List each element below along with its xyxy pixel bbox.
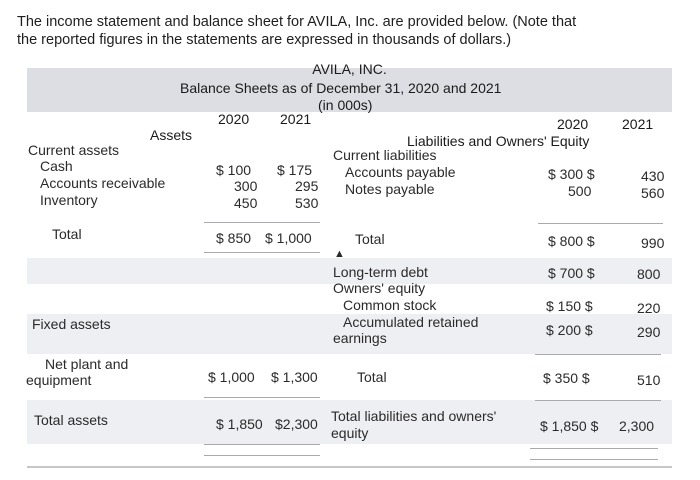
subtotal-rule (204, 222, 320, 223)
ar-2020: 300 (234, 178, 258, 194)
cash-label: Cash (40, 158, 73, 174)
inventory-2021: 530 (295, 195, 319, 211)
current-total-2020: $ 850 (216, 230, 252, 246)
ar-2021: 295 (295, 178, 319, 194)
retained-earnings-label-1: Accumulated retained (343, 314, 479, 330)
net-plant-2021: $ 1,300 (271, 369, 318, 385)
cursor-icon: ▲ (334, 248, 345, 260)
tloe-label-1: Total liabilities and owners' (331, 408, 497, 424)
current-liab-total-label: Total (355, 231, 385, 247)
intro-text (17, 13, 657, 49)
retained-earnings-2020: $ 200 $ (546, 322, 593, 338)
table-bottom-border (27, 466, 672, 468)
subtotal-rule (535, 400, 661, 401)
np-label: Notes payable (345, 181, 435, 197)
ltd-2021: 800 (637, 266, 661, 282)
net-plant-2020: $ 1,000 (208, 369, 255, 385)
common-stock-label: Common stock (343, 297, 437, 313)
ltd-2020: $ 700 $ (548, 265, 595, 281)
current-assets-label: Current assets (28, 142, 120, 158)
subtotal-rule (538, 223, 663, 224)
ap-label: Accounts payable (345, 164, 456, 180)
ltd-label: Long-term debt (333, 264, 428, 280)
double-rule-top (530, 448, 658, 449)
intro-line-1: The income statement and balance sheet for AVILA, Inc. are provided below. (Note that (17, 14, 577, 30)
subtotal-rule (535, 354, 661, 355)
np-2021: 560 (641, 185, 665, 201)
ap-2021: 430 (641, 168, 665, 184)
tloe-2020: $ 1,850 $ (540, 418, 599, 434)
total-rule (204, 252, 320, 253)
double-rule-bottom (204, 455, 320, 456)
inventory-label: Inventory (40, 192, 98, 208)
retained-earnings-label-2: earnings (333, 330, 387, 346)
owners-equity-label: Owners' equity (333, 280, 426, 296)
double-rule-top (204, 444, 320, 445)
current-liab-total-2020: $ 800 $ (548, 233, 595, 249)
intro-line-2: the reported figures in the statements are expressed in thousands of dollars.) (17, 32, 512, 48)
equity-total-2020: $ 350 $ (543, 370, 590, 386)
double-rule-bottom (530, 459, 658, 460)
current-liab-label: Current liabilities (333, 147, 437, 163)
cash-2021: $ 175 (277, 162, 313, 178)
statement-subtitle: Balance Sheets as of December 31, 2020 and 2021 (180, 80, 502, 96)
inventory-2020: 450 (234, 195, 258, 211)
common-stock-2021: 220 (637, 300, 661, 316)
equity-total-2021: 510 (637, 372, 661, 388)
net-plant-label-2: equipment (26, 372, 92, 388)
cash-2020: $ 100 (216, 162, 252, 178)
tloe-2021: 2,300 (619, 418, 655, 434)
total-assets-2021: $2,300 (275, 416, 318, 432)
assets-heading: Assets (150, 127, 193, 143)
tloe-label-2: equity (331, 425, 369, 441)
assets-year-2021: 2021 (280, 111, 312, 127)
subtotal-rule (204, 397, 320, 398)
ap-2020: $ 300 $ (548, 166, 595, 182)
fixed-assets-label: Fixed assets (32, 316, 111, 332)
equity-total-label: Total (357, 369, 387, 385)
current-liab-total-2021: 990 (641, 235, 665, 251)
liab-heading: Liabilities and Owners' Equity (407, 133, 590, 149)
units-note: (in 000s) (318, 97, 373, 113)
net-plant-label-1: Net plant and (45, 356, 129, 372)
liab-year-2020: 2020 (557, 116, 589, 132)
retained-earnings-2021: 290 (637, 324, 661, 340)
current-total-2021: $ 1,000 (265, 230, 312, 246)
liab-year-2021: 2021 (622, 116, 654, 132)
ar-label: Accounts receivable (40, 175, 166, 191)
company-name: AVILA, INC. (312, 61, 387, 77)
common-stock-2020: $ 150 $ (546, 298, 593, 314)
current-total-label: Total (52, 226, 82, 242)
assets-year-2020: 2020 (218, 111, 250, 127)
total-assets-label: Total assets (34, 412, 108, 428)
np-2020: 500 (568, 183, 592, 199)
total-assets-2020: $ 1,850 (216, 416, 263, 432)
